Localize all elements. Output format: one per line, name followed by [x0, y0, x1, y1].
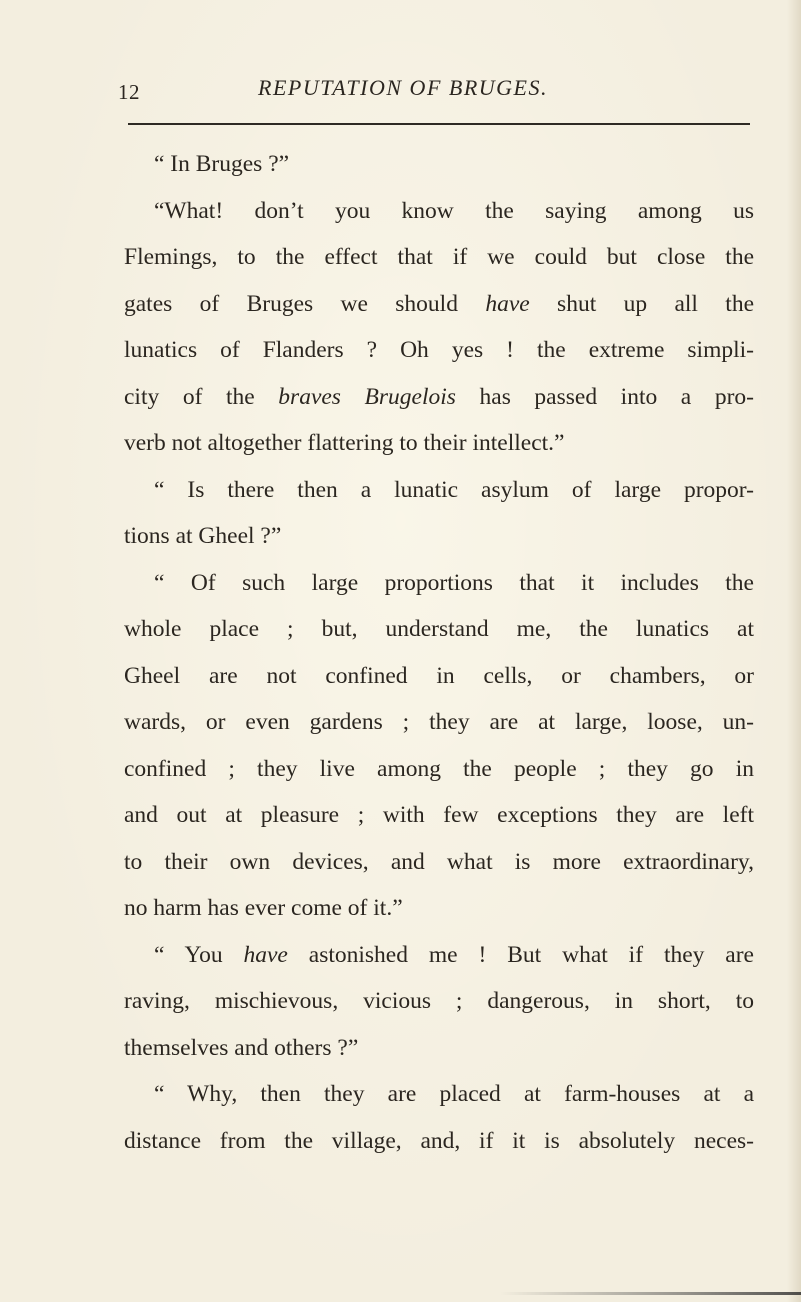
text-line: themselves and others ?” [124, 1034, 359, 1061]
text-line: gates of Bruges we should have shut up all the [124, 290, 754, 317]
text-line: whole place ; but, understand me, the lunatics at [124, 616, 754, 642]
text-line: raving, mischievous, vicious ; dangerous, in short, to [124, 988, 754, 1014]
text-line: “ In Bruges ?” [154, 151, 290, 177]
text-line: “What! don’t you know the saying among us [154, 197, 754, 224]
page-number: 12 [118, 80, 140, 104]
text-line: lunatics of Flanders ? Oh yes ! the extreme simpli- [124, 337, 754, 363]
text-line: to their own devices, and what is more extraordinary, [124, 848, 754, 875]
body-text [124, 141, 754, 1164]
header-rule [128, 123, 750, 125]
text-line: tions at Gheel ?” [124, 523, 282, 549]
text-line: wards, or even gardens ; they are at large, loose, un- [124, 709, 754, 735]
text-line: “ You have astonished me ! But what if they are [154, 941, 754, 968]
text-line: “ Why, then they are placed at farm-houses at a [154, 1081, 754, 1107]
scan-edge-mark [500, 1292, 801, 1295]
italic-phrase: have [243, 941, 288, 968]
text-line: city of the braves Brugelois has passed into a pro- [124, 383, 754, 410]
text-line: Gheel are not confined in cells, or chambers, or [124, 662, 754, 689]
text-line: and out at pleasure ; with few exceptions they are left [124, 802, 754, 828]
text-line: confined ; they live among the people ; they go in [124, 755, 754, 782]
text-line: verb not altogether flattering to their intellect.” [124, 430, 565, 456]
page-edge-shadow [787, 0, 801, 1302]
text-line: “ Of such large proportions that it includes the [154, 569, 754, 596]
text-line: distance from the village, and, if it is absolutely neces- [124, 1127, 754, 1154]
text-line: Flemings, to the effect that if we could but close the [124, 244, 754, 270]
text-line: no harm has ever come of it.” [124, 895, 403, 921]
italic-phrase: have [485, 290, 530, 317]
italic-phrase: braves Brugelois [278, 383, 456, 410]
text-line: “ Is there then a lunatic asylum of large propor- [154, 476, 754, 503]
running-head: REPUTATION OF BRUGES. [258, 75, 548, 100]
